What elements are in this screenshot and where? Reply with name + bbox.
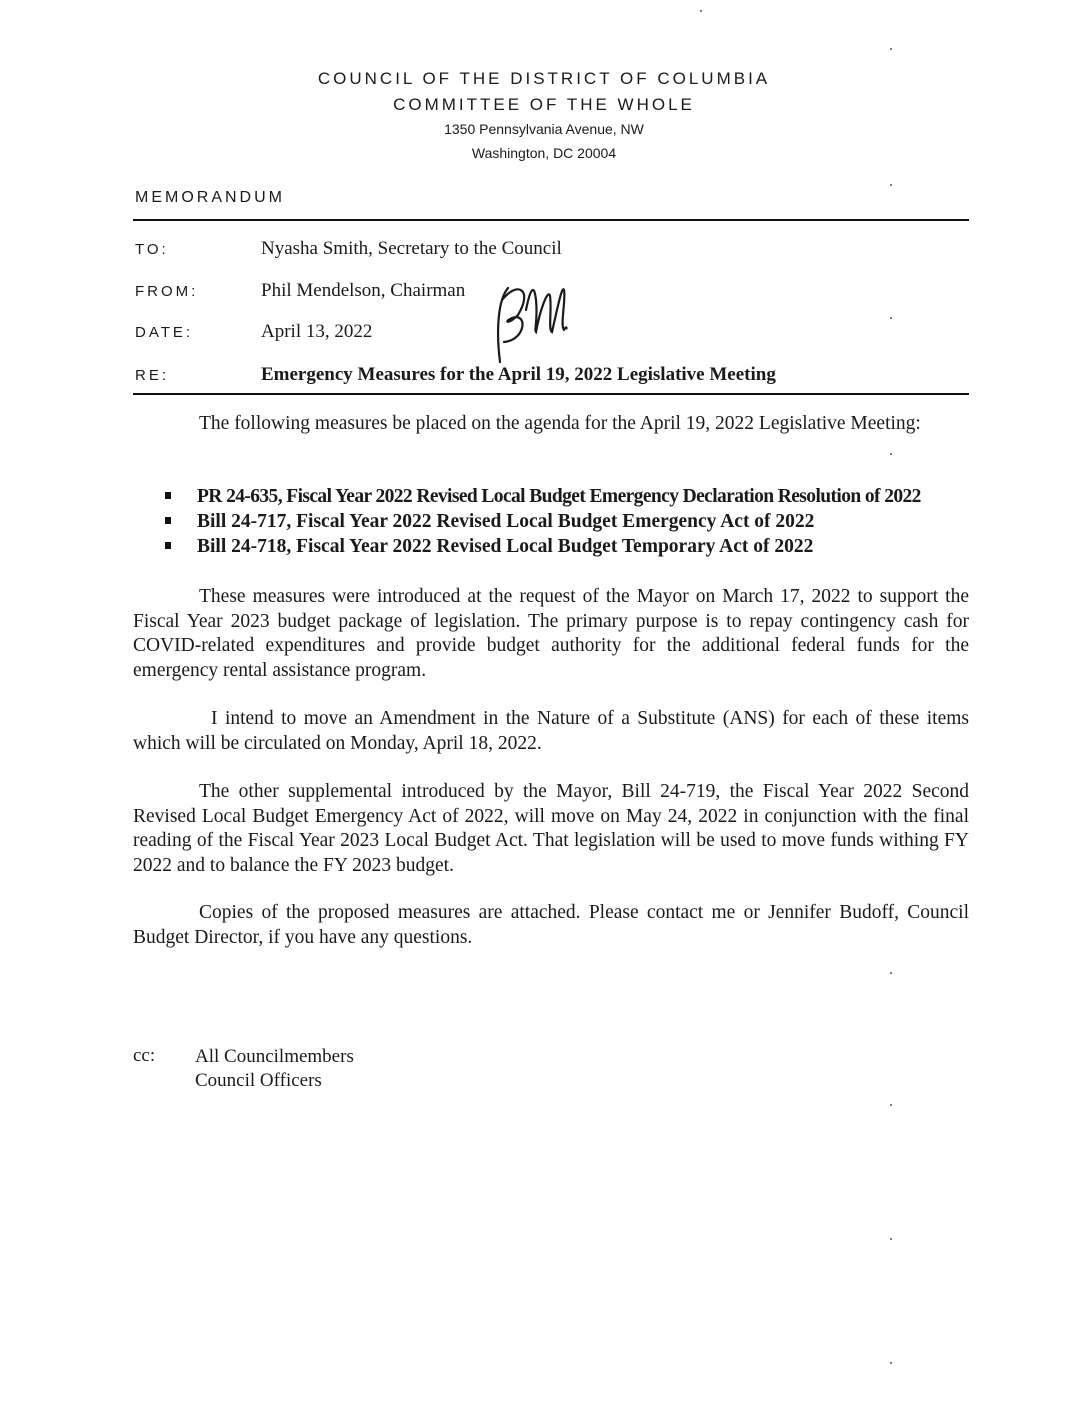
cc-recipients xyxy=(195,1045,354,1093)
scan-speck xyxy=(890,1104,892,1106)
to-label: TO: xyxy=(135,241,169,258)
amendment-paragraph xyxy=(133,707,969,756)
from-value: Phil Mendelson, Chairman xyxy=(261,280,466,301)
list-item xyxy=(165,509,985,534)
from-label: FROM: xyxy=(135,283,199,300)
contact-text: Copies of the proposed measures are attached. Please contact me or Jennifer Budoff, Council Budget Director, if you have any questions. xyxy=(133,902,969,948)
memorandum-label: MEMORANDUM xyxy=(135,189,285,206)
measure-label: PR 24-635, Fiscal Year 2022 Revised Local Budget Emergency Declaration Resolution of 2022 xyxy=(197,486,921,507)
list-item xyxy=(165,484,985,509)
scan-speck xyxy=(890,184,892,186)
measure-label: Bill 24-717, Fiscal Year 2022 Revised Local Budget Emergency Act of 2022 xyxy=(197,511,815,532)
re-label: RE: xyxy=(135,367,170,384)
address-line-1: 1350 Pennsylvania Avenue, NW xyxy=(444,121,644,137)
purpose-paragraph xyxy=(133,585,969,683)
date-value: April 13, 2022 xyxy=(261,321,373,342)
address-line-2: Washington, DC 20004 xyxy=(471,145,617,161)
cc-recipient: Council Officers xyxy=(195,1070,322,1091)
to-value: Nyasha Smith, Secretary to the Council xyxy=(261,238,562,259)
scan-speck xyxy=(890,453,892,455)
purpose-text: These measures were introduced at the request of the Mayor on March 17, 2022 to support the Fiscal Year 2023 budget package of legislation. The primary purpose is to repay contingency cash for COVID-related expenditures and provide budget authority for the additional federal funds for the emergency rental assistance program. xyxy=(133,586,969,681)
header-divider-top xyxy=(133,219,969,221)
intro-paragraph xyxy=(133,412,969,437)
date-label: DATE: xyxy=(135,324,194,341)
bullet-icon xyxy=(165,542,171,549)
re-value: Emergency Measures for the April 19, 2022 Legislative Meeting xyxy=(261,364,776,385)
committee-name: COMMITTEE OF THE WHOLE xyxy=(393,95,695,114)
bullet-icon xyxy=(165,517,171,524)
scan-speck xyxy=(890,317,892,319)
bullet-icon xyxy=(165,492,171,499)
measure-label: Bill 24-718, Fiscal Year 2022 Revised Local Budget Temporary Act of 2022 xyxy=(197,536,814,557)
organization-name: COUNCIL OF THE DISTRICT OF COLUMBIA xyxy=(317,69,771,88)
scan-speck xyxy=(890,48,892,50)
contact-paragraph xyxy=(133,901,969,950)
scan-speck xyxy=(890,1238,892,1240)
cc-recipient: All Councilmembers xyxy=(195,1046,354,1067)
intro-text: The following measures be placed on the agenda for the April 19, 2022 Legislative Meeting: xyxy=(199,413,921,434)
list-item xyxy=(165,534,985,559)
chairman-signature xyxy=(478,270,588,370)
header-divider-bottom xyxy=(133,393,969,395)
amendment-text: I intend to move an Amendment in the Nature of a Substitute (ANS) for each of these items which will be circulated on Monday, April 18, 2022. xyxy=(133,708,969,754)
scan-speck xyxy=(890,1362,892,1364)
scan-speck xyxy=(890,972,892,974)
supplemental-paragraph xyxy=(133,780,969,878)
cc-label: cc: xyxy=(133,1045,156,1066)
supplemental-text: The other supplemental introduced by the Mayor, Bill 24-719, the Fiscal Year 2022 Second Revised Local Budget Emergency Act of 2022, will move on May 24, 2022 in conjunction with the final reading of the Fiscal Year 2023 Local Budget Act. That legislation will be used to move funds withing FY 2022 and to balance the FY 2023 budget. xyxy=(133,781,969,876)
measures-list xyxy=(165,484,985,559)
scan-speck xyxy=(700,10,702,12)
